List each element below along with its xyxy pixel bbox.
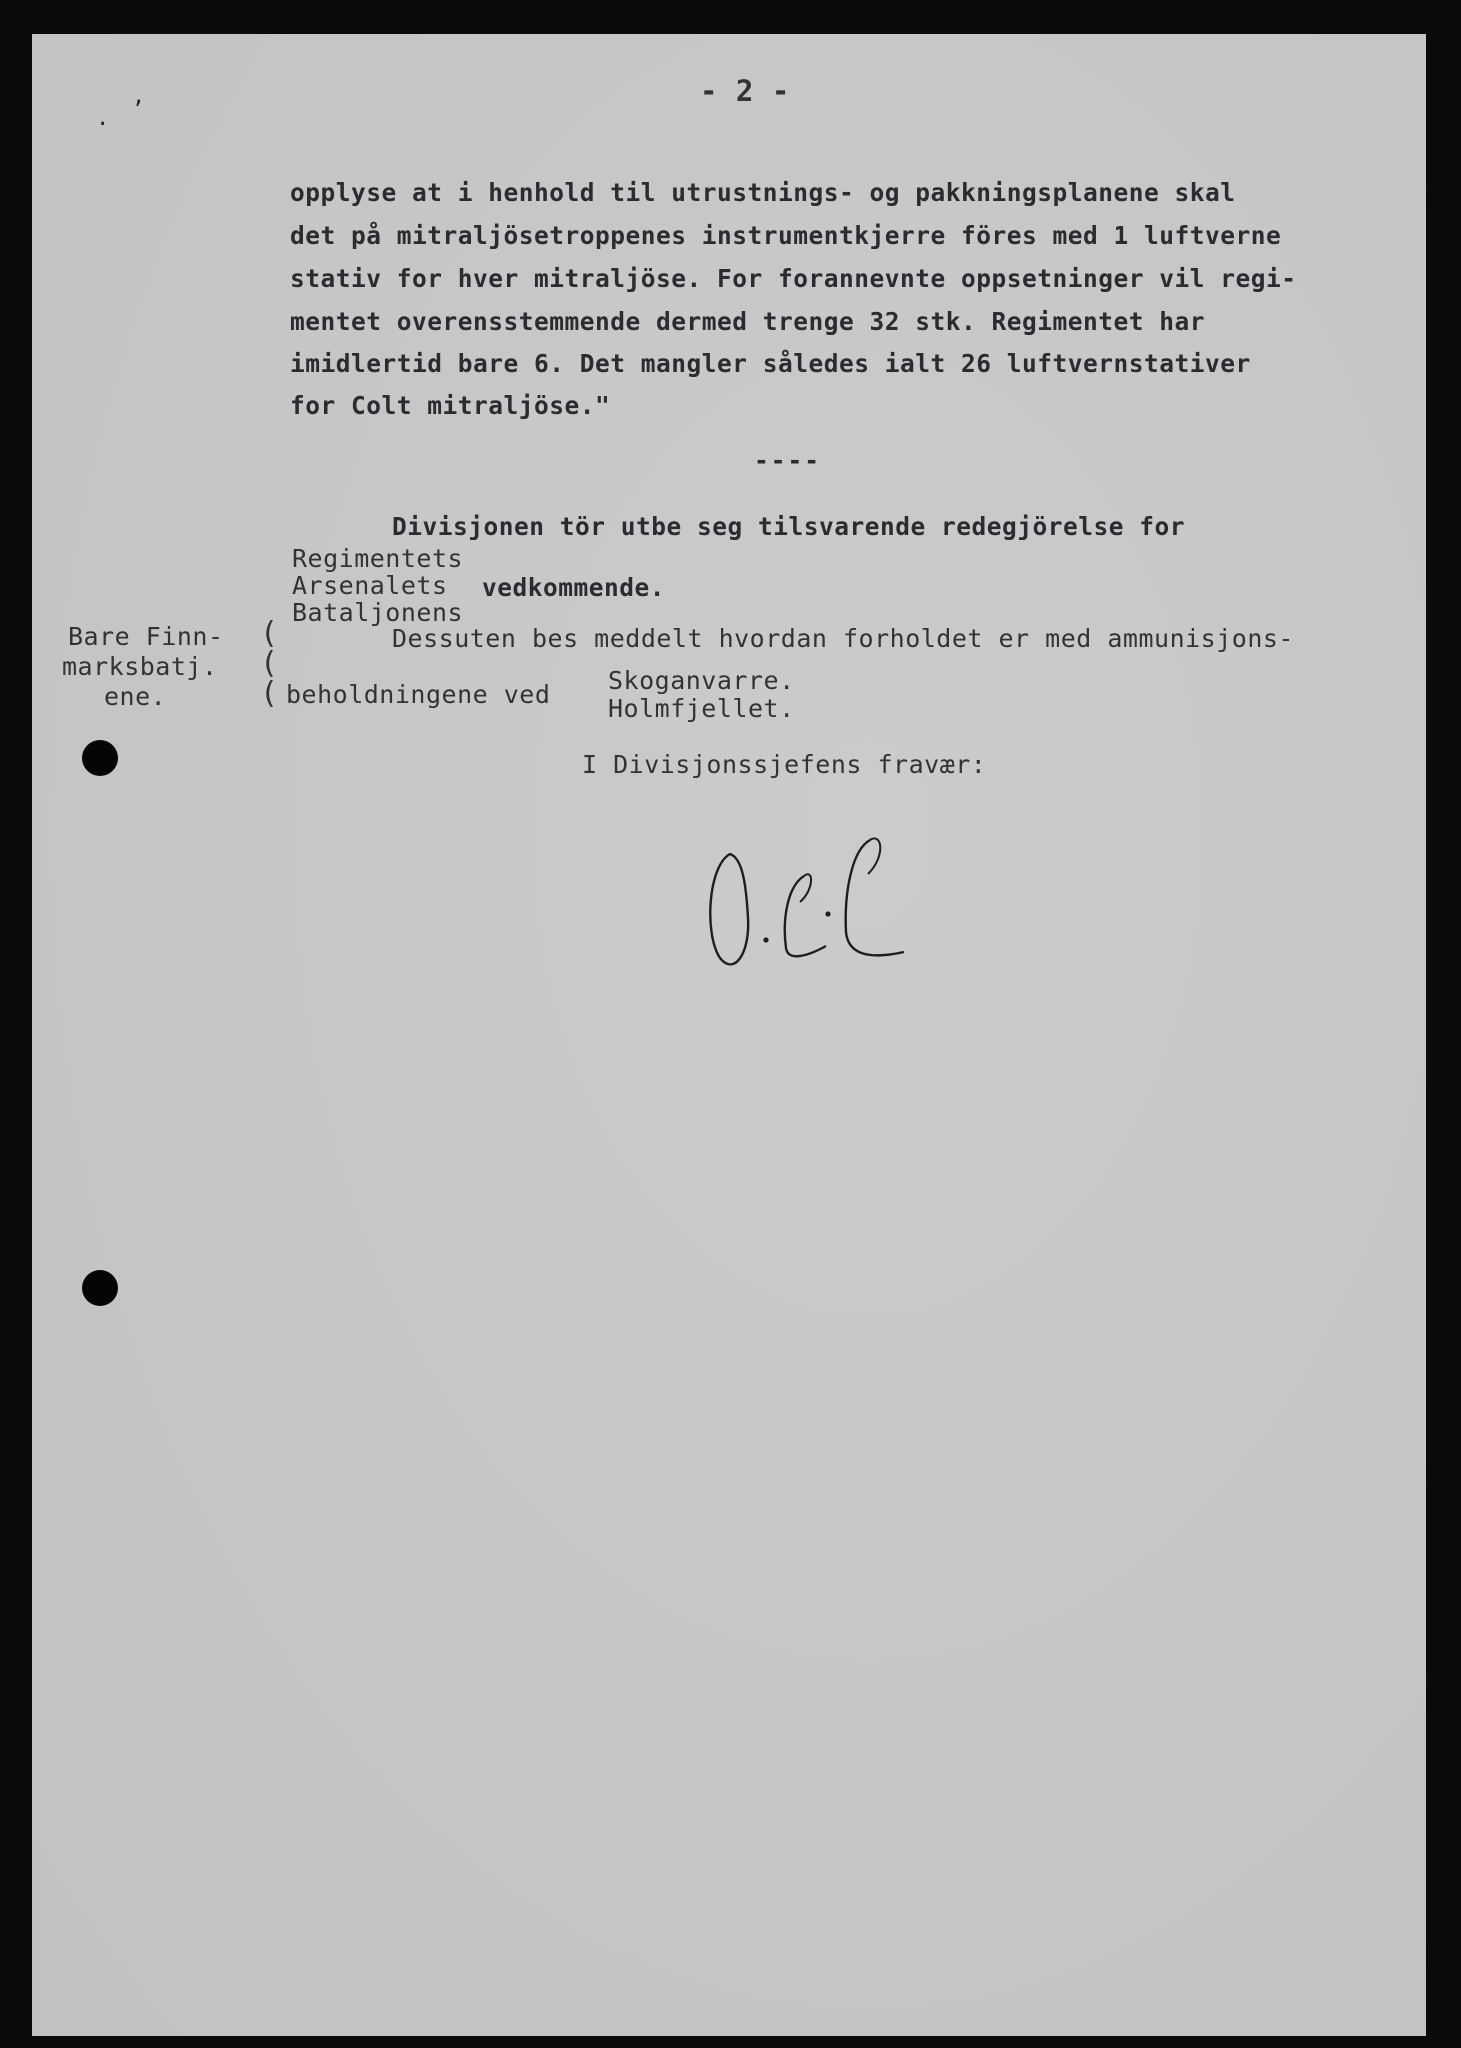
ammo-line: Dessuten bes meddelt hvordan forholdet er med ammunisjons- <box>392 624 1294 653</box>
quote-line: mentet overensstemmende dermed trenge 32 stk. Regimentet har <box>290 307 1206 336</box>
bracket-mark: ( <box>260 646 279 681</box>
handwritten-signature <box>692 814 922 984</box>
place-skoganvarre: Skoganvarre. <box>608 666 795 695</box>
option-bataljonens: Bataljonens <box>292 598 464 627</box>
closing-line: I Divisjonssjefens fravær: <box>582 750 987 779</box>
option-regimentets: Regimentets <box>292 544 464 573</box>
quote-line: for Colt mitraljöse." <box>290 391 611 420</box>
ammo-lead: beholdningene ved <box>286 680 551 709</box>
punch-hole <box>82 1270 118 1306</box>
punch-hole <box>82 740 118 776</box>
request-intro: Divisjonen tör utbe seg tilsvarende redegjörelse for <box>392 512 1186 541</box>
bracket-mark: ( <box>260 676 279 711</box>
quote-line: opplyse at i henhold til utrustnings- og pakkningsplanene skal <box>290 178 1236 207</box>
margin-note-line: ene. <box>104 682 167 711</box>
separator: ---- <box>754 446 822 475</box>
quote-line: det på mitraljösetroppenes instrumentkjerre föres med 1 luftverne <box>290 221 1282 250</box>
quote-line: imidlertid bare 6. Det mangler således ialt 26 luftvernstativer <box>290 349 1251 378</box>
option-arsenalets: Arsenalets <box>292 571 448 600</box>
corner-mark: · <box>96 112 110 137</box>
quote-line: stativ for hver mitraljöse. For forannevnte oppsetninger vil regi- <box>290 264 1297 293</box>
bracket-mark: ( <box>260 616 279 651</box>
request-suffix: vedkommende. <box>482 573 666 602</box>
document-page <box>32 34 1426 2036</box>
margin-note-line: marksbatj. <box>62 652 218 681</box>
corner-mark: , <box>132 84 146 109</box>
page-number: - 2 - <box>700 74 790 108</box>
place-holmfjellet: Holmfjellet. <box>608 694 795 723</box>
margin-note-line: Bare Finn- <box>68 622 224 651</box>
